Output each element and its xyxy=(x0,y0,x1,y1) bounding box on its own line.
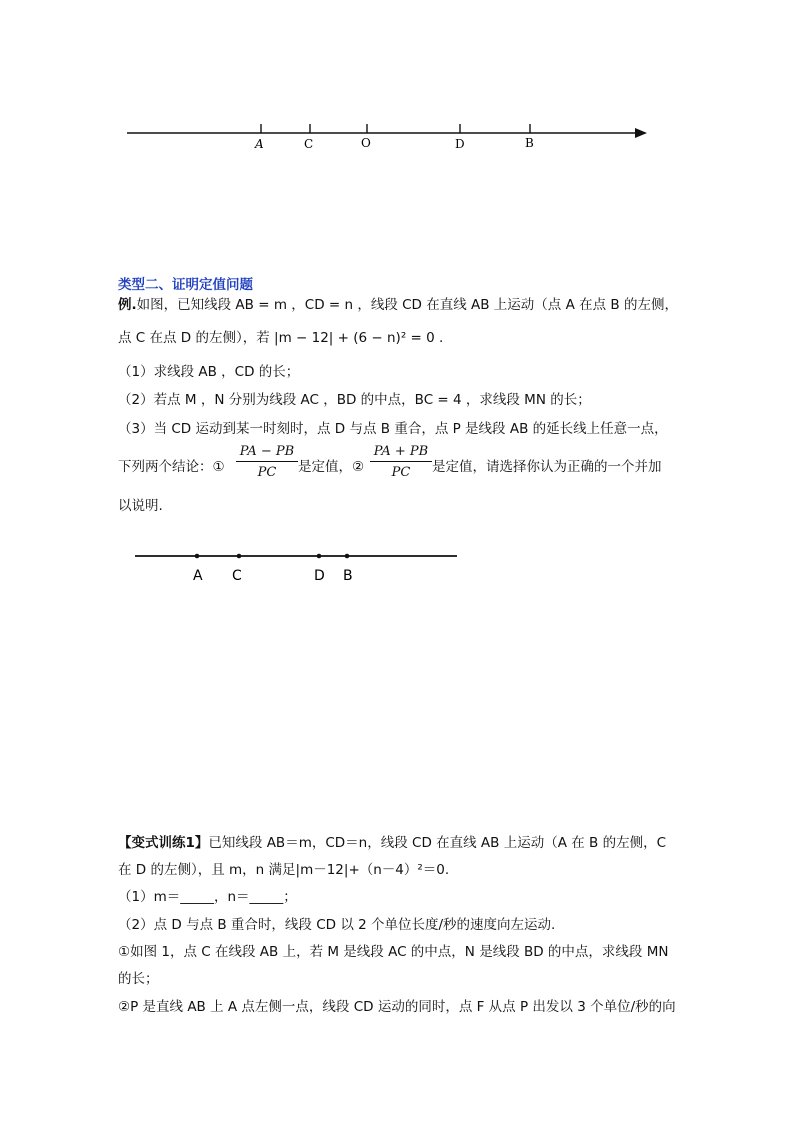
exercise-line-5: ①如图 1，点 C 在线段 AB 上，若 M 是线段 AC 的中点，N 是线段 BD 的中点，求线段 MN xyxy=(118,944,669,960)
segment-figure xyxy=(0,540,794,590)
question-2: （2）若点 M ，N 分别为线段 AC ，BD 的中点，BC = 4 ，求线段 MN 的长； xyxy=(118,392,591,408)
exercise-tag: 【变式训练1】 xyxy=(118,835,209,851)
number-line-figure xyxy=(0,0,794,170)
example-prefix: 例. xyxy=(118,297,137,313)
fraction-1 xyxy=(236,444,298,480)
section-heading: 类型二、证明定值问题 xyxy=(118,277,253,293)
example-line-2: 点 C 在点 D 的左侧），若 |m − 12| + (6 − n)² = 0 . xyxy=(118,330,444,346)
label-d: D xyxy=(455,137,465,151)
exercise-line-6: 的长； xyxy=(118,971,159,987)
question-3-line-2-a: 下列两个结论：① xyxy=(118,459,225,475)
point-c xyxy=(237,554,242,559)
point-d xyxy=(317,554,322,559)
label-b: B xyxy=(525,136,534,150)
number-line-arrow xyxy=(635,128,647,138)
exercise-line-1-text: 已知线段 AB＝m，CD＝n，线段 CD 在直线 AB 上运动（A 在 B 的左侧，C xyxy=(208,835,667,851)
question-3-line-3: 以说明. xyxy=(118,498,163,514)
fraction-1-numerator: PA − PB xyxy=(236,444,298,462)
label-a: A xyxy=(255,137,264,151)
question-1: （1）求线段 AB ，CD 的长； xyxy=(118,364,300,380)
question-3-line-2-b: 是定值，② xyxy=(298,459,365,475)
question-3-line-2-c: 是定值，请选择你认为正确的一个并加 xyxy=(432,459,662,475)
label-o: O xyxy=(361,136,371,150)
question-3-line-1: （3）当 CD 运动到某一时刻时，点 D 与点 B 重合，点 P 是线段 AB 的延长线上任意一点， xyxy=(118,421,668,437)
example-line-1-text: 如图，已知线段 AB = m ，CD = n ，线段 CD 在直线 AB 上运动（点 A 在点 B 的左侧， xyxy=(136,297,678,313)
exercise-line-4: （2）点 D 与点 B 重合时，线段 CD 以 2 个单位长度/秒的速度向左运动. xyxy=(118,917,556,933)
fraction-2 xyxy=(370,444,432,480)
exercise-line-3: （1）m＝_____，n＝_____； xyxy=(118,889,297,905)
fraction-2-denominator: PC xyxy=(391,465,411,480)
fraction-2-numerator: PA + PB xyxy=(370,444,432,462)
segment-label-b: B xyxy=(343,568,353,584)
point-b xyxy=(345,554,350,559)
label-c: C xyxy=(304,137,314,151)
example-line-1 xyxy=(118,296,678,314)
fraction-1-denominator: PC xyxy=(257,465,277,480)
exercise-line-2: 在 D 的左侧），且 m，n 满足|m－12|+（n－4）²＝0. xyxy=(118,862,450,878)
point-a xyxy=(195,554,200,559)
exercise-line-1 xyxy=(118,834,666,852)
exercise-line-7: ②P 是直线 AB 上 A 点左侧一点，线段 CD 运动的同时，点 F 从点 P 出发以 3 个单位/秒的向 xyxy=(118,999,676,1015)
segment-label-c: C xyxy=(232,568,242,584)
segment-label-d: D xyxy=(314,568,325,584)
segment-label-a: A xyxy=(193,568,203,584)
